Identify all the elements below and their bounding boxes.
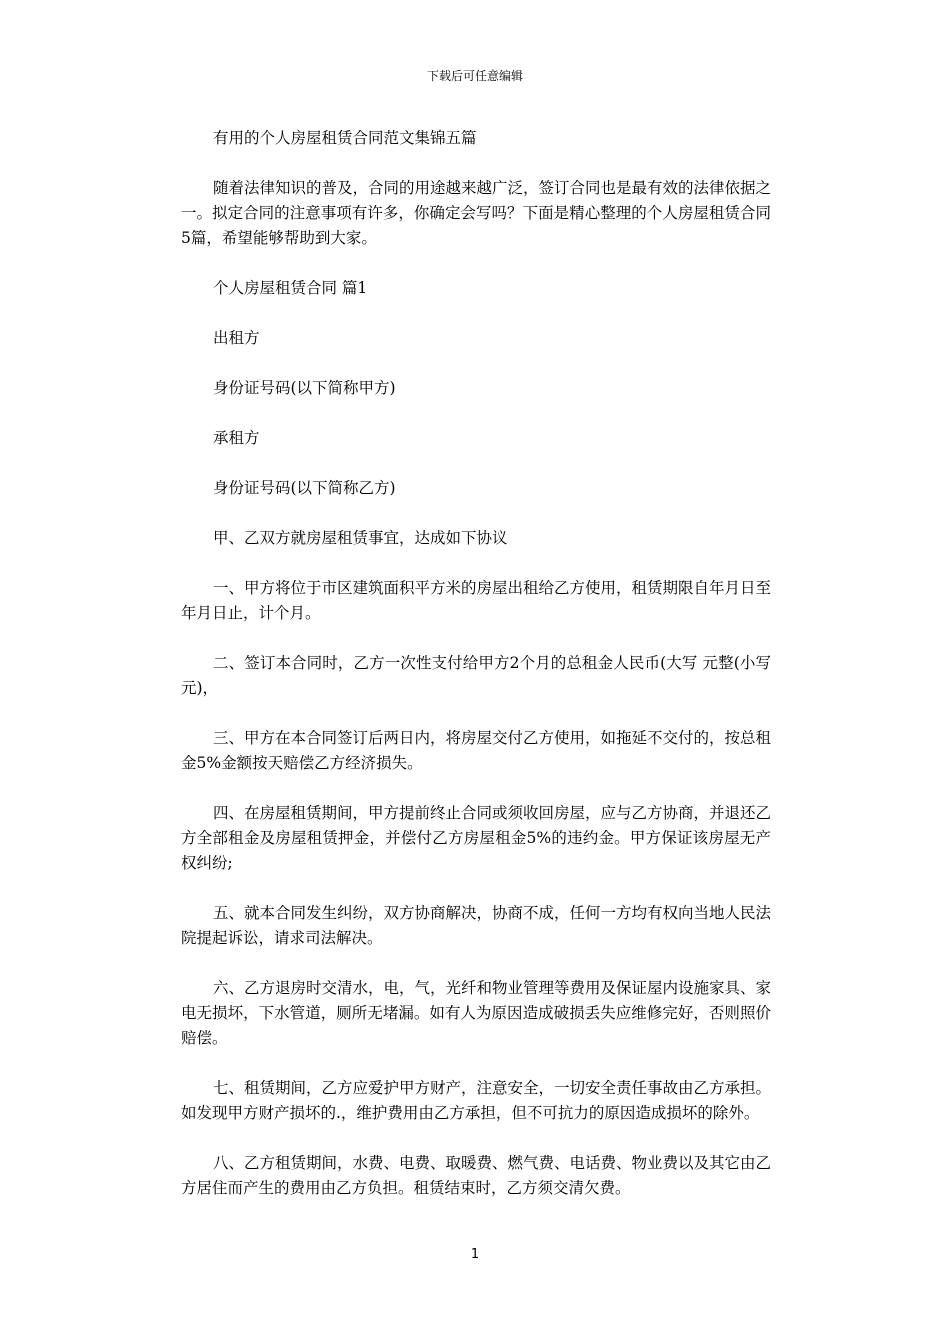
- lessee-label: 承租方: [213, 429, 260, 447]
- clause-3: 三、甲方在本合同签订后两日内，将房屋交付乙方使用，如拖延不交付的，按总租金5%金额按天赔偿乙方经济损失。: [181, 729, 772, 772]
- document-body: [181, 126, 771, 1226]
- clause-8: 八、乙方租赁期间，水费、电费、取暖费、燃气费、电话费、物业费以及其它由乙方居住而产生的费用由乙方负担。租赁结束时，乙方须交清欠费。: [181, 1154, 772, 1197]
- document-title: 有用的个人房屋租赁合同范文集锦五篇: [213, 129, 477, 147]
- clause-2: 二、签订本合同时，乙方一次性支付给甲方2个月的总租金人民币(大写 元整(小写 元)，: [181, 654, 771, 697]
- section-heading: 个人房屋租赁合同 篇1: [213, 279, 368, 297]
- clause-7: 七、租赁期间，乙方应爱护甲方财产，注意安全，一切安全责任事故由乙方承担。如发现甲方财产损坏的.，维护费用由乙方承担，但不可抗力的原因造成损坏的除外。: [181, 1079, 772, 1122]
- intro-paragraph: 随着法律知识的普及，合同的用途越来越广泛，签订合同也是最有效的法律依据之一。拟定合同的注意事项有许多，你确定会写吗？下面是精心整理的个人房屋租赁合同5篇，希望能够帮助到大家。: [181, 179, 772, 247]
- agreement-statement: 甲、乙双方就房屋租赁事宜，达成如下协议: [213, 529, 508, 547]
- page-number: 1: [470, 1247, 480, 1262]
- lessee-id-line: 身份证号码(以下简称乙方): [213, 479, 396, 497]
- clause-6: 六、乙方退房时交清水，电，气，光纤和物业管理等费用及保证屋内设施家具、家电无损坏，下水管道，厕所无堵漏。如有人为原因造成破损丢失应维修完好，否则照价赔偿。: [181, 979, 772, 1047]
- lessor-id-line: 身份证号码(以下简称甲方): [213, 379, 396, 397]
- clause-5: 五、就本合同发生纠纷，双方协商解决，协商不成，任何一方均有权向当地人民法院提起诉讼，请求司法解决。: [181, 904, 772, 947]
- lessor-label: 出租方: [213, 329, 260, 347]
- clause-1: 一、甲方将位于市区建筑面积平方米的房屋出租给乙方使用，租赁期限自年月日至年月日止，计个月。: [181, 579, 772, 622]
- clause-4: 四、在房屋租赁期间，甲方提前终止合同或须收回房屋，应与乙方协商，并退还乙方全部租金及房屋租赁押金，并偿付乙方房屋租金5%的违约金。甲方保证该房屋无产权纠纷;: [181, 804, 772, 872]
- page-header: 下载后可任意编辑: [426, 69, 523, 83]
